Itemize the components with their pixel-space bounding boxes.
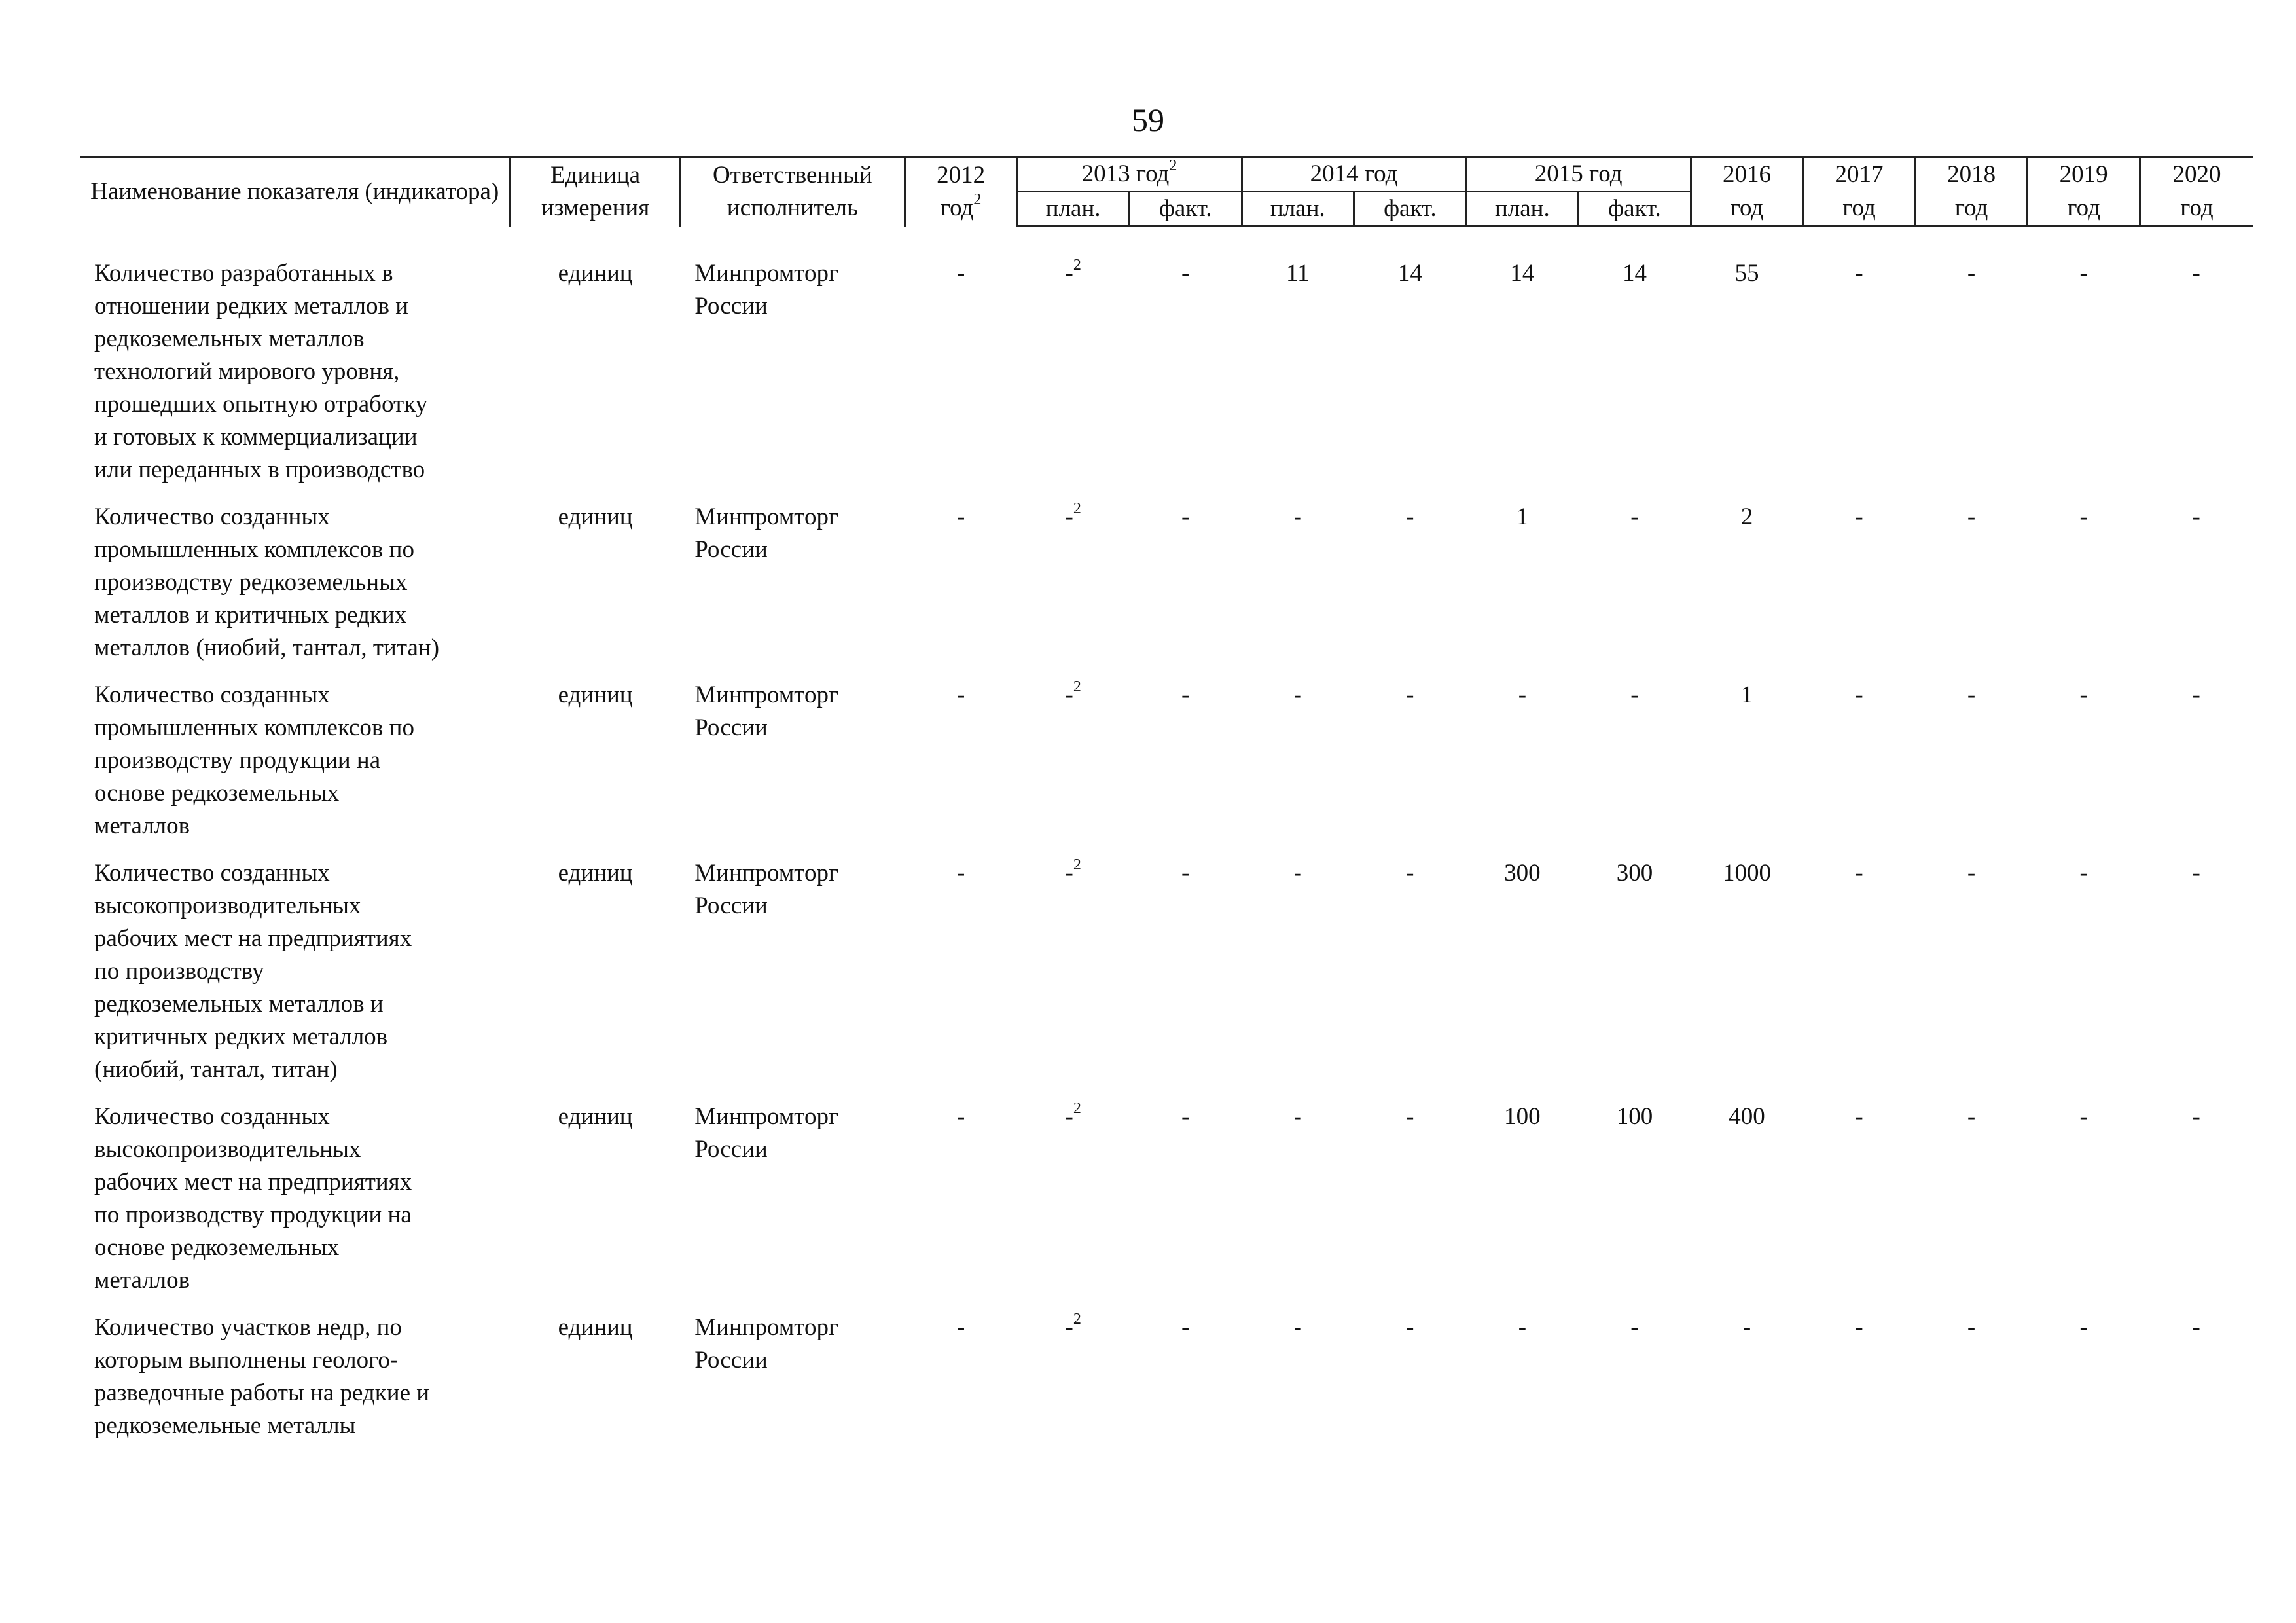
header-2013-note: 2 [1169,156,1177,174]
value-2012: - [956,682,965,708]
value-2017: - [1855,860,1863,886]
header-2012-year: 2012 [937,162,986,189]
value-2016: 1 [1740,682,1753,708]
value-2014-plan: - [1293,503,1302,530]
header-2020-year: 2020 [2172,160,2221,188]
value-2013-plan: - [1065,1314,1073,1341]
value-2014-fact: - [1406,503,1414,530]
value-2017: - [1855,682,1863,708]
header-2018 [1915,157,2028,192]
header-executor-text: Ответственный исполнитель [712,162,872,222]
value-2013-plan-note: 2 [1073,678,1081,695]
indicator-executor: Минпромторг России [694,860,839,919]
value-2013-fact: - [1181,1314,1190,1341]
indicator-executor: Минпромторг России [694,682,839,741]
table-row [80,501,2253,679]
value-2014-fact: - [1406,1314,1414,1341]
value-2018: - [1967,682,1976,708]
value-2014-plan: - [1293,1314,1302,1341]
value-2014-fact: 14 [1397,260,1422,287]
header-2018-word: год [1915,192,2028,227]
indicator-unit: единиц [558,503,633,530]
header-2015-plan: план. [1466,192,1579,227]
value-2013-plan: - [1065,503,1073,530]
header-2014-fact: факт. [1354,192,1467,227]
table-header [80,157,2253,227]
value-2013-plan-note: 2 [1073,1310,1081,1328]
value-2013-fact: - [1181,503,1190,530]
indicator-unit: единиц [558,260,633,287]
header-2015-fact: факт. [1579,192,1691,227]
header-2012 [905,157,1017,227]
value-2014-fact: - [1406,860,1414,886]
header-2020 [2140,157,2253,192]
value-2015-plan: - [1518,1314,1527,1341]
value-2019: - [2079,503,2088,530]
header-2017-year: 2017 [1835,160,1884,188]
header-unit [511,157,680,227]
value-2014-fact: - [1406,682,1414,708]
value-2013-plan-note: 2 [1073,856,1081,873]
value-2014-plan: - [1293,860,1302,886]
value-2013-plan: - [1065,682,1073,708]
value-2013-fact: - [1181,860,1190,886]
header-2016 [1691,157,1803,192]
value-2014-fact: - [1406,1103,1414,1130]
value-2017: - [1855,260,1863,287]
value-2015-fact: 100 [1616,1103,1653,1130]
value-2019: - [2079,260,2088,287]
value-2013-plan: - [1065,860,1073,886]
indicator-name: Количество разработанных в отношении редких металлов и редкоземельных металлов технологий мирового уровня, прошедших опытную отработку и готовых к коммерциализации или переданных в производство [94,260,428,483]
value-2015-fact: - [1630,682,1639,708]
value-2012: - [956,503,965,530]
header-executor [680,157,905,227]
value-2020: - [2192,682,2200,708]
header-2014-label: 2014 год [1310,160,1398,187]
indicator-executor: Минпромторг России [694,260,839,319]
value-2014-plan: - [1293,1103,1302,1130]
indicator-unit: единиц [558,1314,633,1341]
value-2019: - [2079,860,2088,886]
header-name-text: Наименование показателя (индикатора) [90,178,499,206]
table-row [80,857,2253,1101]
value-2015-plan: 300 [1504,860,1541,886]
value-2016: 55 [1734,260,1759,287]
table-row [80,1101,2253,1311]
value-2015-fact: - [1630,503,1639,530]
header-2019 [2028,157,2140,192]
table-row [80,1311,2253,1457]
value-2015-fact: 300 [1616,860,1653,886]
value-2017: - [1855,503,1863,530]
value-2020: - [2192,503,2200,530]
indicator-name: Количество созданных высокопроизводительных рабочих мест на предприятиях по производству продукции на основе редкоземельных металлов [94,1103,412,1294]
value-2017: - [1855,1103,1863,1130]
header-2018-year: 2018 [1947,160,1996,188]
value-2016: 1000 [1722,860,1771,886]
header-2020-word: год [2140,192,2253,227]
value-2018: - [1967,503,1976,530]
header-2013-label: 2013 год [1081,160,1170,187]
indicator-executor: Минпромторг России [694,1314,839,1374]
header-2014 [1242,157,1466,192]
table-row [80,679,2253,857]
header-2013-fact: факт. [1129,192,1242,227]
header-2016-year: 2016 [1722,160,1771,188]
indicator-executor: Минпромторг России [694,1103,839,1163]
indicator-unit: единиц [558,682,633,708]
value-2016: - [1742,1314,1751,1341]
value-2012: - [956,1314,965,1341]
indicator-name: Количество созданных промышленных комплексов по производству продукции на основе редкоземельных металлов [94,682,414,839]
header-2013 [1017,157,1242,192]
value-2015-plan: 14 [1510,260,1535,287]
header-2012-note: 2 [973,191,982,208]
header-unit-text: Единица измерения [541,162,650,222]
value-2012: - [956,1103,965,1130]
header-2019-year: 2019 [2059,160,2108,188]
indicator-name: Количество созданных высокопроизводительных рабочих мест на предприятиях по производству редкоземельных металлов и критичных редких металлов (ниобий, тантал, титан) [94,860,412,1083]
value-2015-plan: 1 [1516,503,1529,530]
value-2012: - [956,860,965,886]
value-2019: - [2079,682,2088,708]
indicator-unit: единиц [558,1103,633,1130]
value-2013-plan-note: 2 [1073,500,1081,517]
header-spacer [80,227,2253,258]
indicator-unit: единиц [558,860,633,886]
indicator-name: Количество созданных промышленных комплексов по производству редкоземельных металлов и критичных редких металлов (ниобий, тантал, титан) [94,503,440,661]
value-2013-plan-note: 2 [1073,1099,1081,1117]
value-2017: - [1855,1314,1863,1341]
value-2018: - [1967,1314,1976,1341]
header-2014-plan: план. [1242,192,1354,227]
value-2020: - [2192,1103,2200,1130]
value-2016: 400 [1729,1103,1765,1130]
value-2015-plan: 100 [1504,1103,1541,1130]
table-body [80,227,2253,1457]
value-2013-plan: - [1065,260,1073,287]
header-name [80,157,511,227]
value-2019: - [2079,1103,2088,1130]
value-2012: - [956,260,965,287]
header-2016-word: год [1691,192,1803,227]
value-2018: - [1967,1103,1976,1130]
header-2017 [1803,157,1916,192]
value-2013-plan: - [1065,1103,1073,1130]
page-number: 59 [1132,101,1164,138]
value-2020: - [2192,860,2200,886]
value-2014-plan: - [1293,682,1302,708]
value-2014-plan: 11 [1285,260,1310,287]
value-2020: - [2192,260,2200,287]
value-2015-plan: - [1518,682,1527,708]
value-2015-fact: - [1630,1314,1639,1341]
value-2019: - [2079,1314,2088,1341]
header-2015 [1466,157,1691,192]
header-2017-word: год [1803,192,1916,227]
header-2015-label: 2015 год [1534,160,1623,187]
header-2012-sub: год [940,194,974,222]
value-2013-fact: - [1181,1103,1190,1130]
value-2015-fact: 14 [1622,260,1647,287]
value-2013-plan-note: 2 [1073,256,1081,274]
indicator-name: Количество участков недр, по которым выполнены геолого- разведочные работы на редкие и редкоземельные металлы [94,1314,430,1439]
indicators-table [80,156,2253,1457]
header-2013-plan: план. [1017,192,1130,227]
header-2019-word: год [2028,192,2140,227]
value-2018: - [1967,860,1976,886]
value-2016: 2 [1740,503,1753,530]
value-2013-fact: - [1181,682,1190,708]
value-2018: - [1967,260,1976,287]
value-2013-fact: - [1181,260,1190,287]
table-row [80,257,2253,501]
value-2020: - [2192,1314,2200,1341]
indicator-executor: Минпромторг России [694,503,839,563]
